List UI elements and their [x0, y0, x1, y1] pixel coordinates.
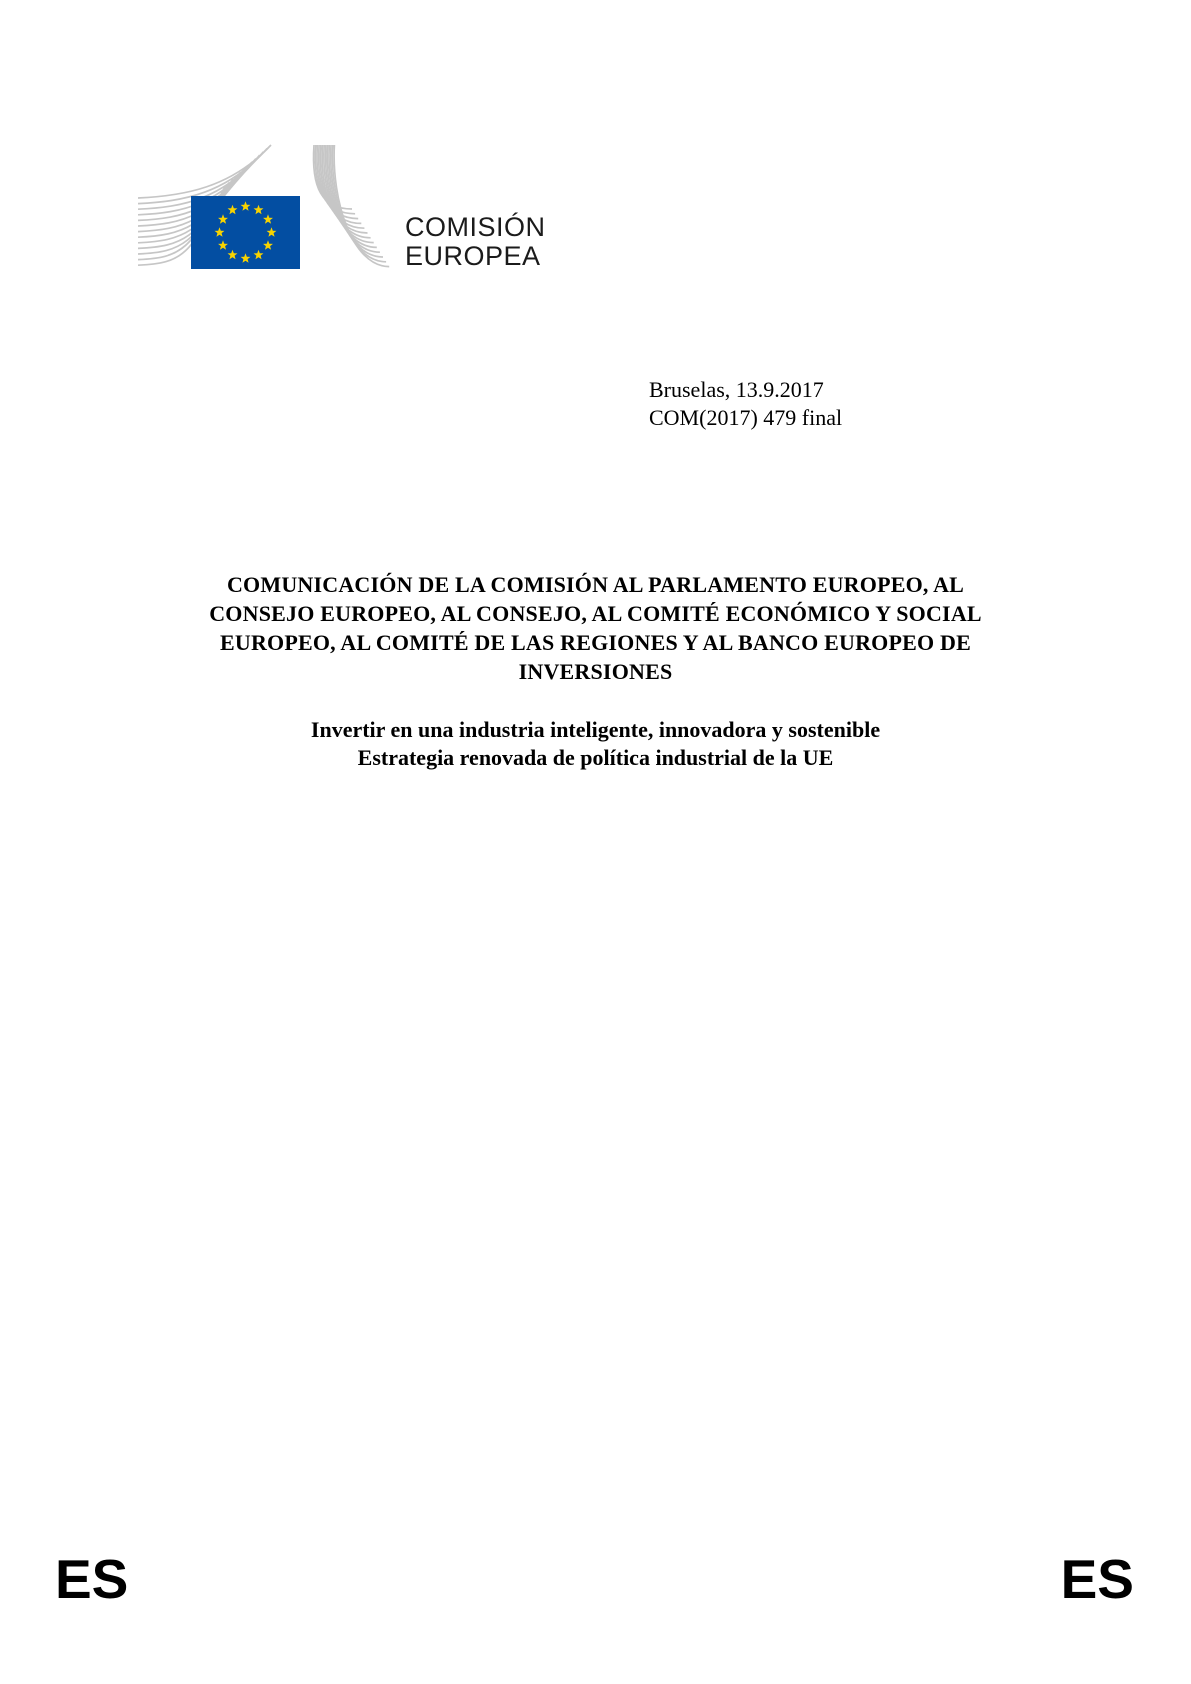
title-line: EUROPEO, AL COMITÉ DE LAS REGIONES Y AL BANCO EUROPEO DE: [220, 630, 971, 655]
eu-flag-icon: [191, 196, 300, 269]
title-line: COMUNICACIÓN DE LA COMISIÓN AL PARLAMENTO EUROPEO, AL: [226, 572, 965, 597]
document-title: [0, 570, 1191, 686]
title-line: CONSEJO EUROPEO, AL CONSEJO, AL COMITÉ ECONÓMICO Y SOCIAL: [209, 601, 982, 626]
institution-name-line1: COMISIÓN: [405, 212, 546, 242]
subtitle-line: Estrategia renovada de política industrial de la UE: [357, 745, 834, 770]
institution-name-line2: EUROPEA: [405, 241, 541, 271]
institution-wordmark: [405, 213, 546, 271]
european-commission-logo-icon: [138, 143, 394, 275]
dateline-block: [649, 376, 842, 432]
place-and-date: Bruselas, 13.9.2017: [649, 377, 824, 402]
logo-right-swoosh: [314, 145, 390, 267]
subtitle-line: Invertir en una industria inteligente, innovadora y sostenible: [310, 717, 881, 742]
title-line: INVERSIONES: [518, 659, 673, 684]
language-code-left: ES: [55, 1548, 129, 1610]
document-reference: COM(2017) 479 final: [649, 405, 843, 430]
language-code-right: ES: [1060, 1548, 1134, 1610]
document-subtitle: [0, 716, 1191, 772]
